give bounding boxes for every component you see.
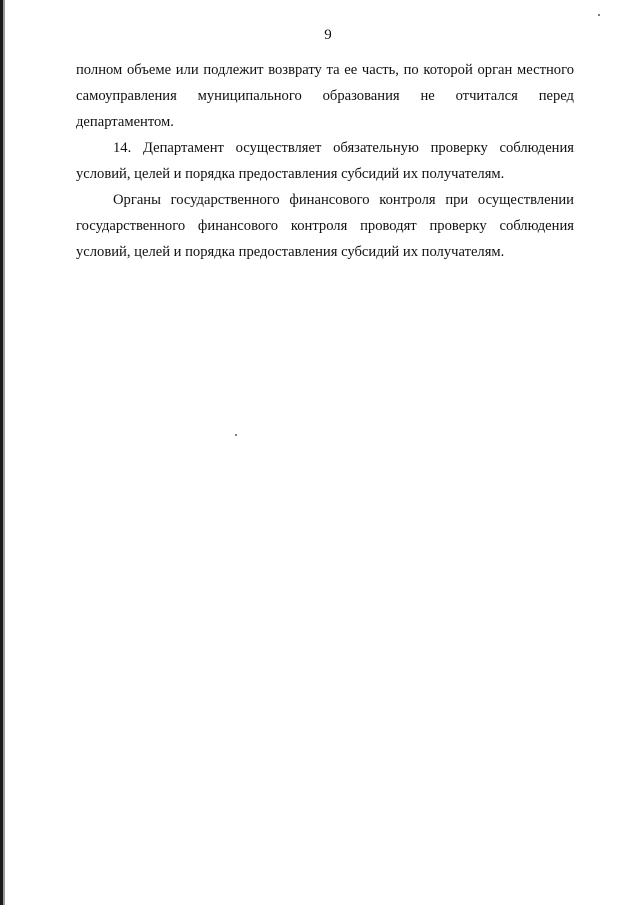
clause-14-paragraph: 14. Департамент осуществляет обязательную проверку соблюдения условий, целей и порядка предоставления субсидий их получателям.: [76, 140, 574, 182]
continuation-paragraph-block: [76, 57, 574, 135]
scan-speck: [598, 14, 600, 16]
financial-control-block: [76, 187, 574, 265]
continuation-paragraph: полном объеме или подлежит возврату та ее часть, по которой орган местного самоуправления муниципального образования не отчитался перед департаментом.: [76, 62, 574, 130]
scan-speck: [235, 434, 237, 436]
clause-14-block: [76, 135, 574, 187]
page-number: 9: [324, 27, 332, 43]
scan-border-shadow: [3, 0, 5, 905]
financial-control-paragraph: Органы государственного финансового контроля при осуществлении государственного финансового контроля проводят проверку соблюдения условий, целей и порядка предоставления субсидий их получателям.: [76, 192, 574, 260]
